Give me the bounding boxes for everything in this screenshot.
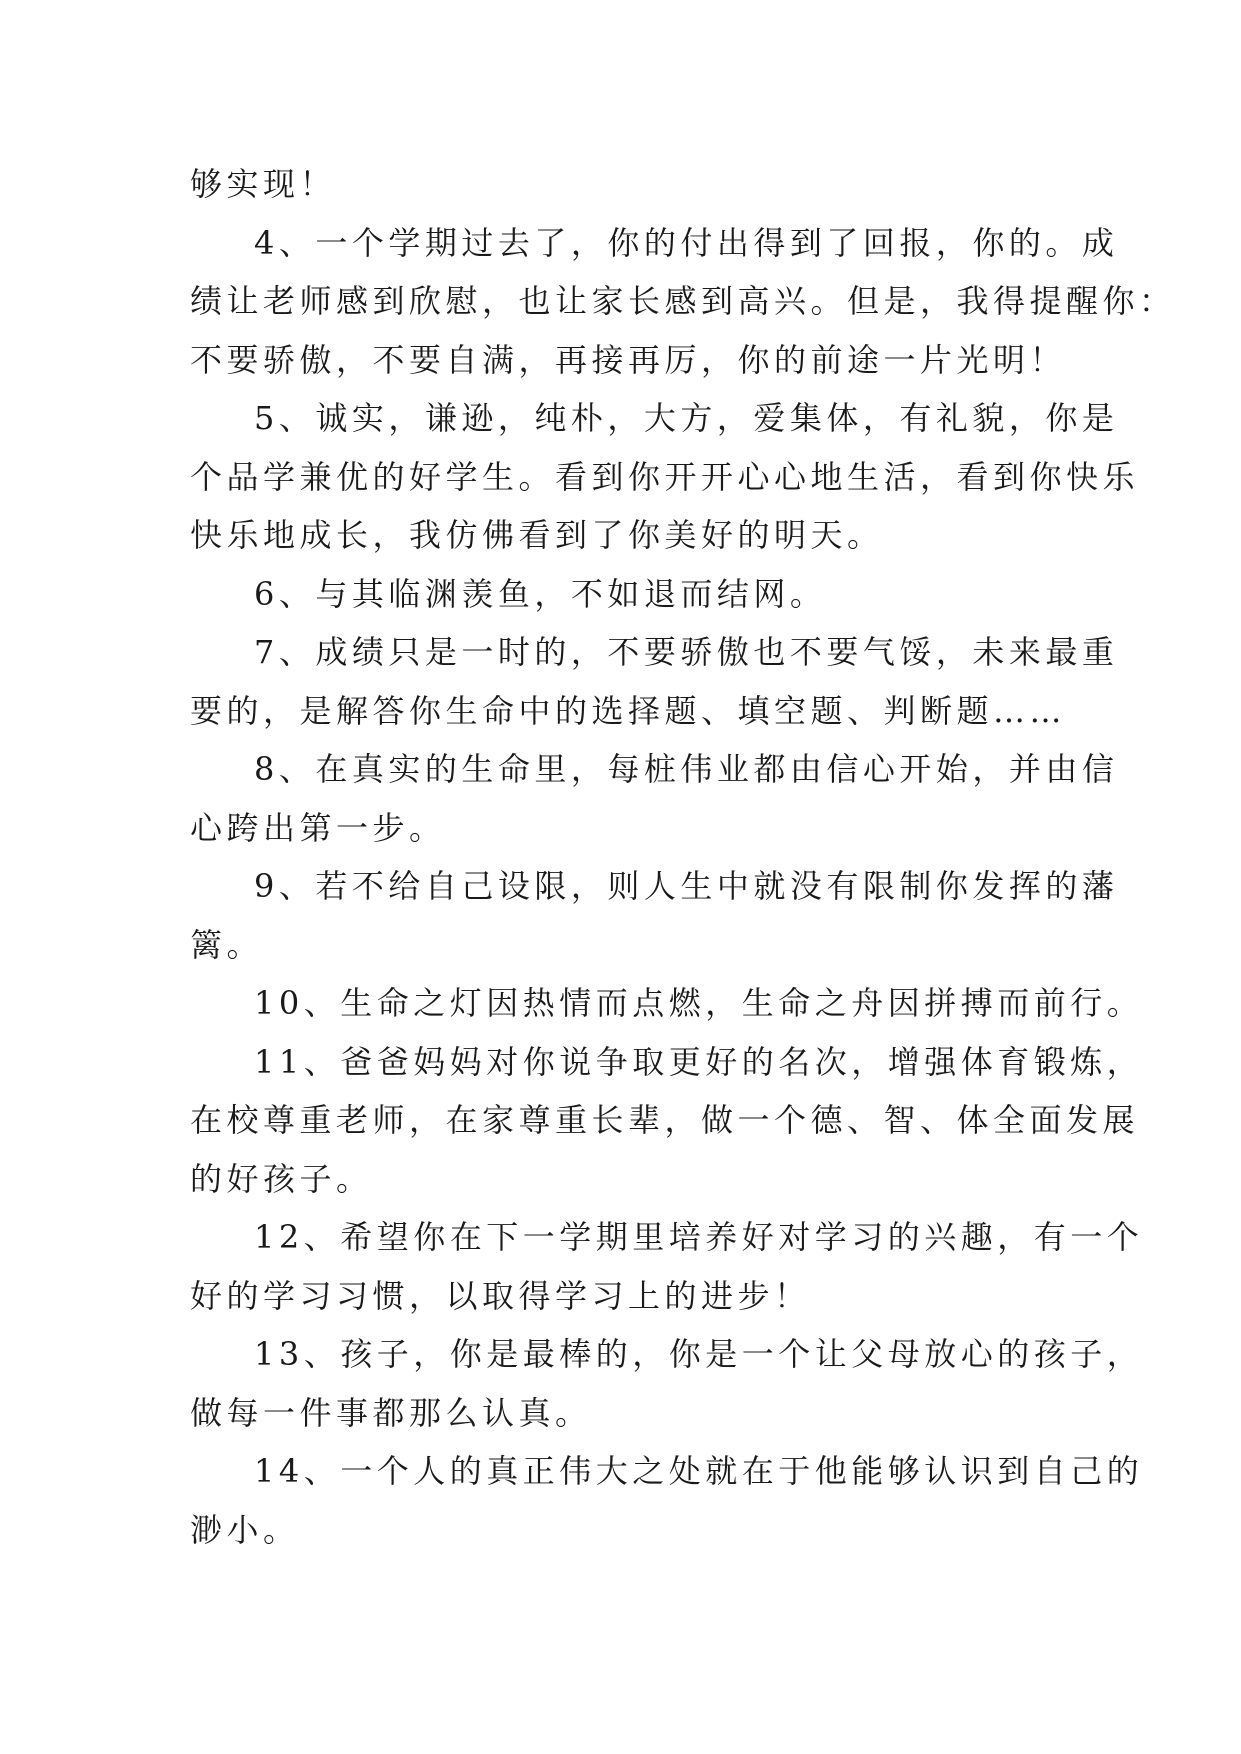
text-line: 快乐地成长，我仿佛看到了你美好的明天。 <box>190 516 884 554</box>
paragraph-6 <box>190 565 1085 624</box>
text-line: 篱。 <box>190 925 264 964</box>
paragraph-13 <box>190 1325 1144 1442</box>
text-line: 个品学兼优的好学生。看到你开开心心地生活，看到你快乐 <box>190 457 1140 496</box>
text-line: 12、希望你在下一学期里培养好对学习的兴趣，有一个 <box>254 1218 1144 1256</box>
text-line: 做每一件事都那么认真。 <box>190 1393 592 1432</box>
text-line: 心跨出第一步。 <box>190 808 446 847</box>
paragraph-7 <box>190 623 1119 740</box>
text-line: 在校尊重老师，在家尊重长辈，做一个德、智、体全面发展 <box>190 1101 1140 1139</box>
paragraph-12 <box>190 1208 1144 1325</box>
text-line: 要的，是解答你生命中的选择题、填空题、判断题…… <box>190 691 1067 730</box>
paragraph-5 <box>190 389 1140 565</box>
text-line: 10、生命之灯因热情而点燃，生命之舟因拼搏而前行。 <box>254 984 1144 1022</box>
text-line: 9、若不给自己设限，则人生中就没有限制你发挥的藩 <box>254 867 1119 905</box>
text-line: 11、爸爸妈妈对你说争取更好的名次，增强体育锻炼， <box>254 1042 1144 1081</box>
paragraph-continuation <box>190 155 1085 214</box>
paragraph-9 <box>190 857 1119 974</box>
paragraph-10 <box>190 974 1144 1033</box>
document-page <box>190 155 1176 1559</box>
text-line: 5、诚实，谦逊，纯朴，大方，爱集体，有礼貌，你是 <box>254 399 1119 437</box>
text-line: 7、成绩只是一时的，不要骄傲也不要气馁，未来最重 <box>254 633 1119 671</box>
paragraph-4 <box>190 214 1176 390</box>
paragraph-11 <box>190 1033 1144 1209</box>
text-line: 够实现！ <box>190 165 337 203</box>
text-line: 13、孩子，你是最棒的，你是一个让父母放心的孩子， <box>254 1335 1144 1373</box>
paragraph-14 <box>190 1442 1144 1559</box>
text-line: 8、在真实的生命里，每桩伟业都由信心开始，并由信 <box>254 750 1119 788</box>
text-line: 好的学习习惯，以取得学习上的进步！ <box>190 1276 811 1315</box>
text-line: 6、与其临渊羡鱼，不如退而结网。 <box>254 574 827 613</box>
text-line: 绩让老师感到欣慰，也让家长感到高兴。但是，我得提醒你： <box>190 282 1176 320</box>
paragraph-8 <box>190 740 1119 857</box>
text-line: 渺小。 <box>190 1510 300 1549</box>
text-line: 不要骄傲，不要自满，再接再厉，你的前途一片光明！ <box>190 340 1067 379</box>
text-line: 4、一个学期过去了，你的付出得到了回报，你的。成 <box>254 223 1119 262</box>
text-line: 14、一个人的真正伟大之处就在于他能够认识到自己的 <box>254 1452 1144 1490</box>
text-line: 的好孩子。 <box>190 1159 373 1198</box>
